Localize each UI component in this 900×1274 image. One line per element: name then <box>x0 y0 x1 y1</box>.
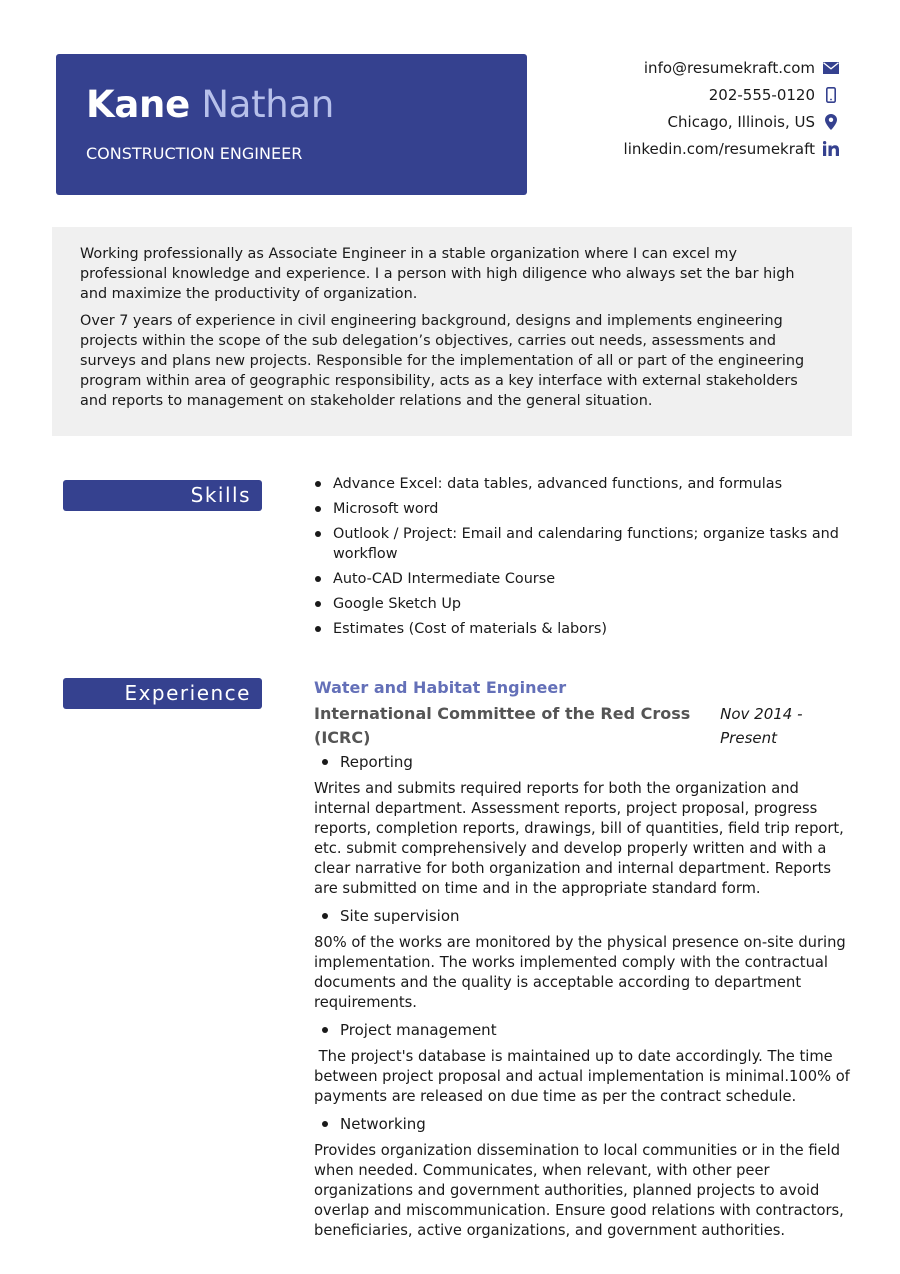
map-pin-icon <box>823 113 839 131</box>
duty-description: Writes and submits required reports for both the organization and internal department. Assessment reports, project proposal, progress reports, completion reports, drawings, bill of quantities, field trip report, etc. submit comprehensively and develop properly written and with a clear narrative for both organization and internal department. Reports are submitted on time and in the appropriate standard form. <box>314 780 844 897</box>
contact-email[interactable] <box>624 54 839 81</box>
experience-entry <box>314 676 855 1248</box>
duty-heading: Site supervision <box>314 906 850 926</box>
candidate-name <box>86 82 334 128</box>
last-name: Nathan <box>201 83 334 126</box>
skills-heading: Skills <box>63 480 262 511</box>
skill-item: Microsoft word <box>314 499 844 519</box>
summary-paragraph: Over 7 years of experience in civil engineering background, designs and implements engineering projects within the scope of the sub delegation’s objectives, carries out needs, assessments and surveys and plans new projects. Responsible for the implementation of all or part of the engineering program within area of geographic responsibility, acts as a key interface with external stakeholders and reports to management on stakeholder relations and the general situation. <box>80 313 805 409</box>
skill-item: Google Sketch Up <box>314 594 844 614</box>
contact-location <box>624 108 839 135</box>
duty-heading: Project management <box>314 1020 850 1040</box>
phone-text[interactable]: 202-555-0120 <box>708 85 815 104</box>
skill-item: Outlook / Project: Email and calendaring functions; organize tasks and workflow <box>314 524 844 564</box>
contact-linkedin[interactable] <box>624 135 839 162</box>
duty-heading: Reporting <box>314 752 850 772</box>
linkedin-text[interactable]: linkedin.com/resumekraft <box>623 139 815 158</box>
duty-heading: Networking <box>314 1114 850 1134</box>
skill-item: Auto-CAD Intermediate Course <box>314 569 844 589</box>
company-row <box>314 702 850 752</box>
experience-heading: Experience <box>63 678 262 709</box>
summary-paragraph: Working professionally as Associate Engineer in a stable organization where I can excel my professional knowledge and experience. I a person with high diligence who always set the bar high and maximize the productivity of organization. <box>80 246 795 302</box>
email-text[interactable]: info@resumekraft.com <box>643 58 815 77</box>
skill-item: Estimates (Cost of materials & labors) <box>314 619 844 639</box>
company-name: International Committee of the Red Cross (ICRC) <box>314 704 691 747</box>
summary-section <box>52 227 852 436</box>
skill-item: Advance Excel: data tables, advanced functions, and formulas <box>314 474 844 494</box>
employment-dates: Nov 2014 - Present <box>720 705 803 747</box>
job-role: CONSTRUCTION ENGINEER <box>86 144 303 163</box>
linkedin-icon <box>823 140 839 158</box>
first-name: Kane <box>86 83 190 126</box>
location-text: Chicago, Illinois, US <box>667 112 815 131</box>
phone-icon <box>823 86 839 104</box>
duty-description: Provides organization dissemination to local communities or in the field when needed. Communicates, when relevant, with other peer organizations and government authorities, planned projects to avoid overlap and miscommunication. Ensure good relations with contractors, beneficiaries, active organizations, and government authorities. <box>314 1142 844 1239</box>
skills-list <box>314 474 844 644</box>
envelope-icon <box>823 59 839 77</box>
duty-description: 80% of the works are monitored by the physical presence on-site during implementation. The works implemented comply with the contractual documents and the quality is acceptable according to department requirements. <box>314 934 846 1011</box>
contact-block <box>624 54 839 162</box>
duty-description: The project's database is maintained up to date accordingly. The time between project proposal and actual implementation is minimal.100% of payments are released on due time as per the contract schedule. <box>314 1048 855 1105</box>
job-title: Water and Habitat Engineer <box>314 678 567 697</box>
contact-phone[interactable] <box>624 81 839 108</box>
header-banner <box>56 54 527 195</box>
